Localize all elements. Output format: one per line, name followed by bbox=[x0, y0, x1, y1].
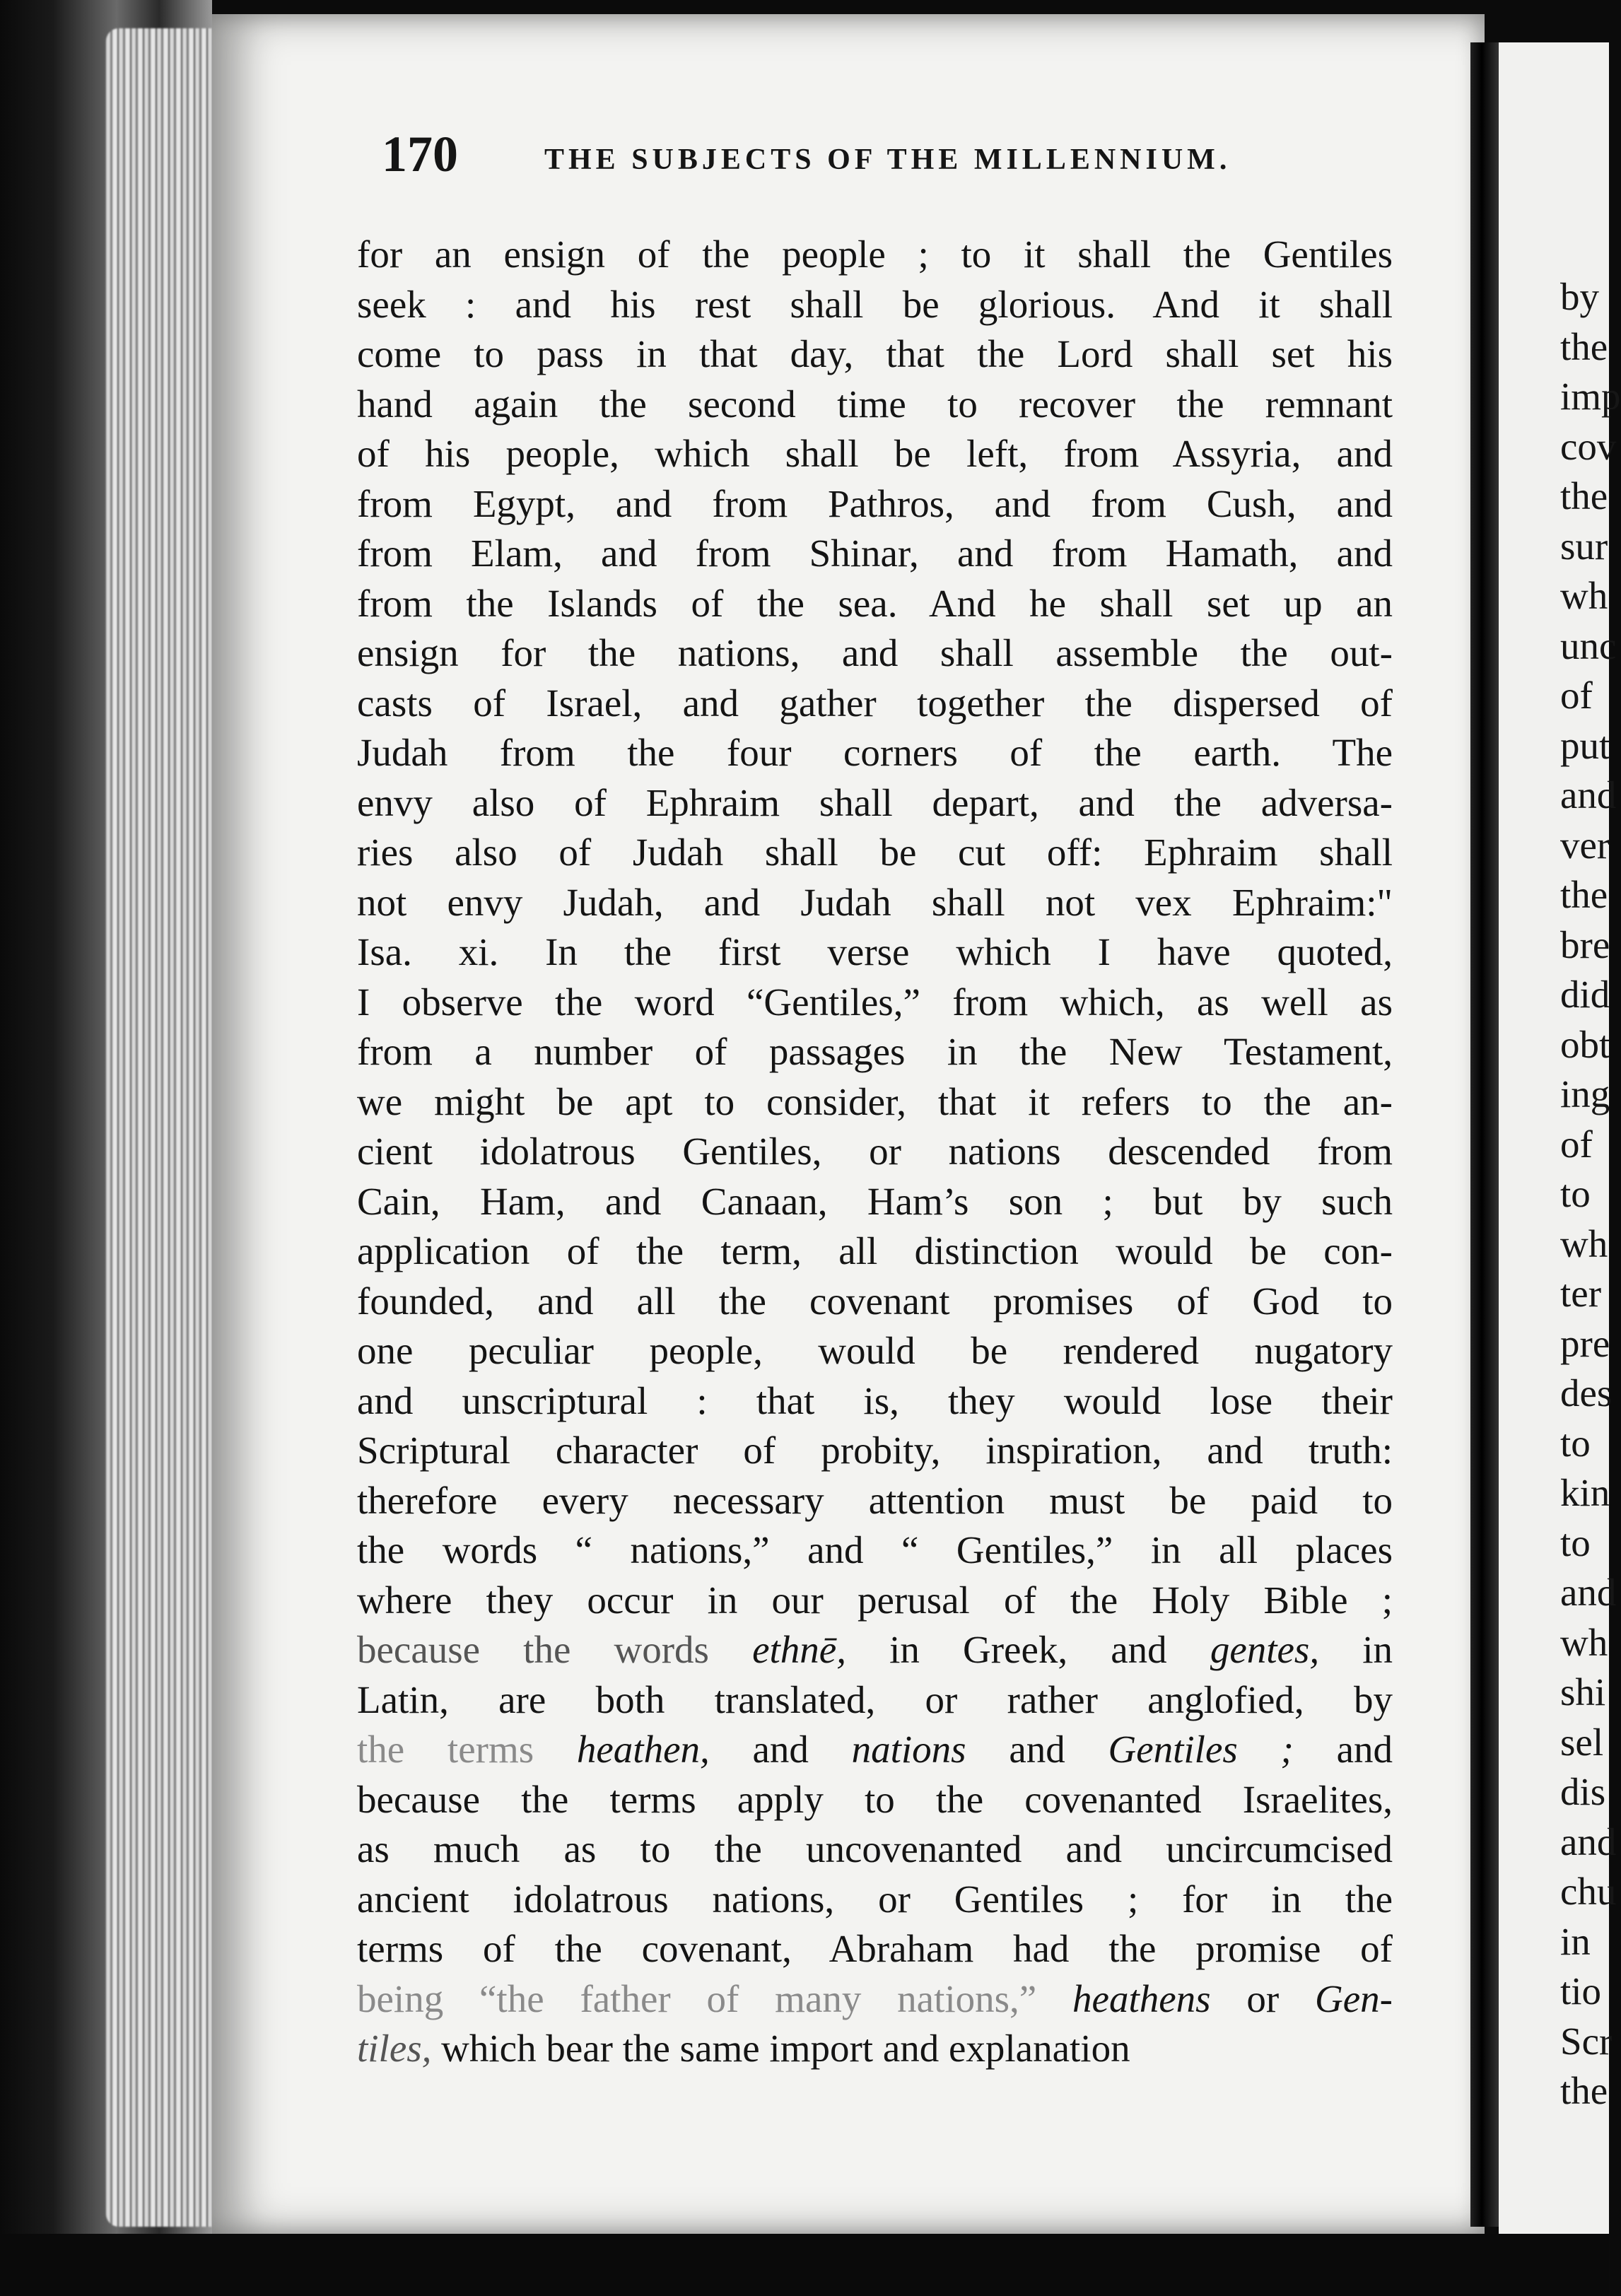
text-fragment: wh bbox=[1560, 1620, 1608, 1664]
text-fragment: obt bbox=[1560, 1022, 1610, 1066]
body-text bbox=[357, 230, 1393, 2074]
text-line: application of the term, all distinction would be con- bbox=[357, 1229, 1393, 1272]
text-line: Isa. xi. In the first verse which I have quoted, bbox=[357, 930, 1393, 973]
text-line: terms of the covenant, Abraham had the promise of bbox=[357, 1927, 1393, 1970]
text-fragment: wh bbox=[1560, 1222, 1608, 1265]
italic-word: Gen- bbox=[1315, 1976, 1393, 2020]
text-fragment: chu bbox=[1560, 1870, 1617, 1913]
text-run: or bbox=[1210, 1976, 1316, 2020]
text-line: from the Islands of the sea. And he shall set up an bbox=[357, 581, 1393, 625]
text-line: not envy Judah, and Judah shall not vex Ephraim:" bbox=[357, 880, 1393, 924]
text-run: Latin, are both translated, or rather anglofied, by bbox=[357, 1677, 1393, 1721]
text-line: ancient idolatrous nations, or Gentiles ; for in the bbox=[357, 1877, 1393, 1921]
text-fragment: and bbox=[1560, 773, 1617, 816]
text-fragment: wh bbox=[1560, 574, 1608, 617]
text-line: and unscriptural : that is, they would lose their bbox=[357, 1378, 1393, 1422]
text-run: in bbox=[1319, 1628, 1393, 1671]
text-fragment: dis bbox=[1560, 1770, 1606, 1813]
italic-word: tiles, bbox=[357, 2027, 432, 2070]
text-line: ries also of Judah shall be cut off: Ephraim shall bbox=[357, 831, 1393, 874]
text-line: casts of Israel, and gather together the dispersed of bbox=[357, 681, 1393, 725]
text-line: from Egypt, and from Pathros, and from Cush, and bbox=[357, 481, 1393, 525]
adjacent-page-text bbox=[1560, 272, 1621, 2116]
text-run: and bbox=[1293, 1728, 1393, 1771]
text-line bbox=[357, 2024, 1393, 2074]
page-gutter bbox=[1470, 42, 1499, 2227]
text-fragment: and bbox=[1560, 1820, 1617, 1863]
text-fragment: and bbox=[1560, 1571, 1617, 1614]
page-header bbox=[382, 126, 1371, 182]
text-fragment: cov bbox=[1560, 424, 1617, 468]
text-line: of his people, which shall be left, from Assyria, and bbox=[357, 432, 1393, 475]
text-fragment: the bbox=[1560, 2069, 1608, 2112]
text-fragment: to bbox=[1560, 1421, 1591, 1465]
italic-word: heathen, bbox=[576, 1728, 710, 1771]
text-line bbox=[357, 1974, 1393, 2025]
text-line: from a number of passages in the New Testament, bbox=[357, 1030, 1393, 1073]
text-fragment: pre bbox=[1560, 1321, 1610, 1365]
text-fragment: tio bbox=[1560, 1969, 1602, 2013]
scanner-background bbox=[0, 2234, 1609, 2296]
page-number: 170 bbox=[382, 126, 458, 182]
text-line: founded, and all the covenant promises of God to bbox=[357, 1279, 1393, 1323]
text-fragment: the bbox=[1560, 873, 1608, 916]
text-fragment: the bbox=[1560, 474, 1608, 517]
text-run: the terms bbox=[357, 1728, 577, 1771]
italic-word: nations bbox=[851, 1728, 966, 1771]
text-fragment: sel bbox=[1560, 1720, 1604, 1764]
text-line: where they occur in our perusal of the Holy Bible ; bbox=[357, 1578, 1393, 1622]
text-line: as much as to the uncovenanted and uncircumcised bbox=[357, 1827, 1393, 1870]
text-line: one peculiar people, would be rendered nugatory bbox=[357, 1329, 1393, 1372]
text-fragment: ing bbox=[1560, 1072, 1610, 1115]
text-fragment: ver bbox=[1560, 823, 1610, 867]
text-line: Scriptural character of probity, inspiration, and truth: bbox=[357, 1429, 1393, 1472]
text-fragment: in bbox=[1560, 1919, 1591, 1963]
text-fragment: shi bbox=[1560, 1670, 1606, 1714]
text-fragment: bre bbox=[1560, 922, 1610, 966]
text-line bbox=[357, 1675, 1393, 1726]
text-run: and bbox=[709, 1728, 852, 1771]
italic-word: gentes, bbox=[1210, 1628, 1320, 1671]
text-line: I observe the word “Gentiles,” from which, as well as bbox=[357, 980, 1393, 1024]
text-run: and bbox=[966, 1728, 1108, 1771]
text-run: being “the father of many nations,” bbox=[357, 1976, 1073, 2020]
text-line: envy also of Ephraim shall depart, and the adversa- bbox=[357, 780, 1393, 824]
text-line: Judah from the four corners of the earth. The bbox=[357, 731, 1393, 774]
text-run: because the words bbox=[357, 1628, 753, 1671]
text-fragment: unc bbox=[1560, 623, 1617, 667]
italic-word: ethnē, bbox=[752, 1628, 846, 1671]
running-title: THE SUBJECTS OF THE MILLENNIUM. bbox=[544, 144, 1231, 176]
text-run: in Greek, and bbox=[845, 1628, 1210, 1671]
text-line: we might be apt to consider, that it refers to the an- bbox=[357, 1079, 1393, 1123]
text-line: seek : and his rest shall be glorious. And it shall bbox=[357, 282, 1393, 326]
text-fragment: of bbox=[1560, 674, 1593, 717]
text-run: which bear the same import and explanation bbox=[431, 2027, 1130, 2070]
italic-word: Gentiles ; bbox=[1108, 1728, 1294, 1771]
text-line: hand again the second time to recover the remnant bbox=[357, 382, 1393, 426]
text-fragment: Scr bbox=[1560, 2019, 1613, 2063]
text-fragment: des bbox=[1560, 1371, 1613, 1414]
text-fragment: ter bbox=[1560, 1272, 1602, 1315]
text-fragment: imp bbox=[1560, 375, 1621, 418]
text-line: Cain, Ham, and Canaan, Ham’s son ; but by such bbox=[357, 1179, 1393, 1223]
italic-word: heathens bbox=[1072, 1976, 1211, 2020]
text-line: from Elam, and from Shinar, and from Hamath, and bbox=[357, 532, 1393, 575]
text-line: ensign for the nations, and shall assemble the out- bbox=[357, 631, 1393, 674]
text-fragment: sur bbox=[1560, 524, 1608, 568]
text-line bbox=[357, 1625, 1393, 1675]
text-fragment: kin bbox=[1560, 1471, 1610, 1514]
text-fragment: did bbox=[1560, 973, 1610, 1016]
text-fragment: by bbox=[1560, 275, 1599, 318]
text-line: for an ensign of the people ; to it shall the Gentiles bbox=[357, 233, 1393, 276]
text-line: the words “ nations,” and “ Gentiles,” in all places bbox=[357, 1528, 1393, 1571]
text-fragment: of bbox=[1560, 1122, 1593, 1166]
text-fragment: to bbox=[1560, 1521, 1591, 1564]
text-line bbox=[357, 1725, 1393, 1775]
text-line: because the terms apply to the covenanted Israelites, bbox=[357, 1777, 1393, 1821]
text-fragment: to bbox=[1560, 1172, 1591, 1215]
text-line: come to pass in that day, that the Lord shall set his bbox=[357, 332, 1393, 375]
text-line: cient idolatrous Gentiles, or nations descended from bbox=[357, 1130, 1393, 1173]
text-fragment: the bbox=[1560, 324, 1608, 368]
text-line: therefore every necessary attention must be paid to bbox=[357, 1478, 1393, 1522]
text-fragment: put bbox=[1560, 723, 1610, 767]
